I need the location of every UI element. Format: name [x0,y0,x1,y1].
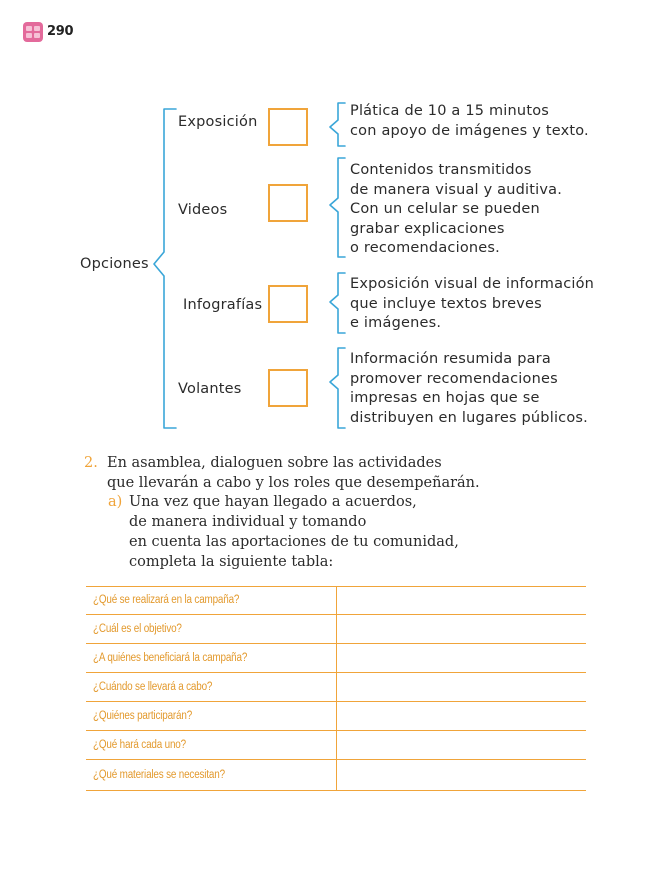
bracket-videos [330,158,345,257]
checkbox-infografias[interactable] [268,285,308,323]
table-question: ¿Qué materiales se necesitan? [93,769,225,781]
bracket-volantes [330,348,345,428]
option-description-volantes: Información resumida para promover recomendaciones impresas en hojas que se distribuyen en lugares públicos. [350,351,588,426]
activity-number: 2. [84,455,98,471]
option-label-videos: Videos [178,202,228,218]
table-question: ¿Cuál es el objetivo? [93,623,182,635]
table-question: ¿A quiénes beneficiará la campaña? [93,652,248,664]
checkbox-videos[interactable] [268,184,308,222]
option-description-exposicion: Plática de 10 a 15 minutos con apoyo de imágenes y texto. [350,103,589,139]
table-question: ¿Qué hará cada uno? [93,739,186,751]
option-description-infografias: Exposición visual de información que incluye textos breves e imágenes. [350,276,595,332]
table-answer-cell[interactable] [338,732,584,759]
bracket-exposicion [330,103,345,146]
table-answer-cell[interactable] [338,587,584,614]
table-question: ¿Quiénes participarán? [93,710,193,722]
main-bracket [154,109,176,428]
table-answer-cell[interactable] [338,703,584,730]
table-question: ¿Qué se realizará en la campaña? [93,594,240,606]
page-number: 290 [47,24,74,39]
root-label: Opciones [80,256,149,272]
table-answer-cell[interactable] [338,674,584,701]
activity-instructions: En asamblea, dialoguen sobre las actividades que llevarán a cabo y los roles que desempeñarán. [107,455,480,491]
checkbox-exposicion[interactable] [268,108,308,146]
option-description-videos: Contenidos transmitidos de manera visual y auditiva. Con un celular se pueden grabar explicaciones o recomendaciones. [350,162,563,257]
option-label-exposicion: Exposición [178,114,258,130]
activity-sub-instructions: Una vez que hayan llegado a acuerdos, de manera individual y tomando en cuenta las aportaciones de tu comunidad, completa la siguiente tabla: [129,494,459,570]
checkbox-volantes[interactable] [268,369,308,407]
table-answer-cell[interactable] [338,761,584,789]
option-label-volantes: Volantes [178,381,242,397]
bracket-infografias [330,273,345,333]
activity-sub-letter: a) [108,494,123,510]
table-answer-cell[interactable] [338,645,584,672]
table-answer-cell[interactable] [338,616,584,643]
table-column-divider [336,586,337,791]
option-label-infografias: Infografías [183,297,263,313]
table-question: ¿Cuándo se llevará a cabo? [93,681,213,693]
